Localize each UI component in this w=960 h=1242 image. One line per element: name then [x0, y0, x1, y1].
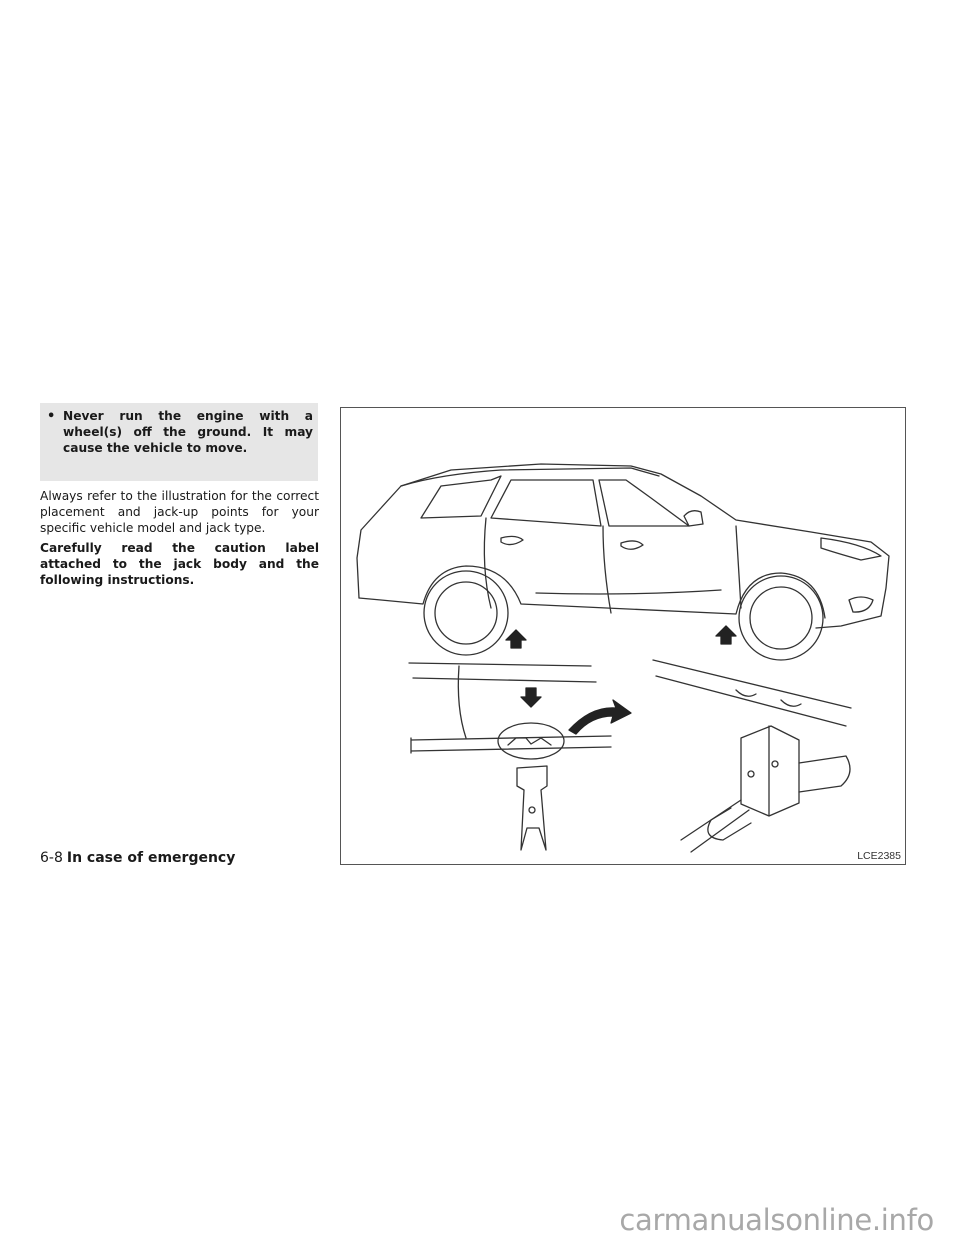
jack-arm-lower [681, 800, 749, 852]
jack-point-highlight [498, 723, 564, 759]
rear-wheel-tire [424, 571, 508, 655]
figure-code: LCE2385 [857, 850, 901, 862]
bracket-hole-1 [748, 771, 754, 777]
front-wheel-rim [750, 587, 812, 649]
bracket-hole-2 [772, 761, 778, 767]
rear-door-handle [501, 536, 523, 544]
jack-head [517, 766, 547, 850]
sill-detail-right-notch [736, 690, 801, 706]
rear-window [421, 476, 501, 518]
front-door-line [603, 526, 611, 613]
headlight [821, 538, 881, 560]
rear-wheel-rim [435, 582, 497, 644]
jack-seat-rail [411, 736, 611, 753]
side-trim [536, 590, 721, 594]
fog-lamp [849, 597, 873, 612]
page-footer [40, 850, 235, 866]
front-jack-point-arrow [716, 626, 736, 644]
jack-notch [508, 738, 551, 745]
vehicle-jack-points-illustration [341, 408, 907, 866]
front-fender-line [736, 526, 741, 608]
rear-door-line [484, 518, 491, 608]
sill-detail-left-line-2 [413, 678, 596, 682]
sill-detail-left-door-edge [458, 666, 466, 738]
sill-detail-left-line-1 [409, 663, 591, 666]
middle-window [491, 480, 601, 526]
watermark: carmanualsonline.info [619, 1203, 934, 1237]
body-paragraph-2: Carefully read the caution label attached to the jack body and the following instructions. [40, 541, 319, 587]
jack-head-bolt [529, 807, 535, 813]
front-window [599, 480, 689, 526]
warning-bullet: • [47, 409, 56, 424]
rear-jack-point-arrow [506, 630, 526, 648]
page-number: 6-8 [40, 850, 63, 866]
rotate-arrow [569, 700, 631, 734]
body-paragraph-1: Always refer to the illustration for the correct placement and jack-up points for your specific vehicle model and jack type. [40, 489, 319, 535]
front-wheel-tire [739, 576, 823, 660]
hand-right [799, 756, 850, 792]
jack-down-arrow [521, 688, 541, 707]
front-door-handle [621, 541, 643, 549]
jack-points-figure [340, 407, 906, 865]
warning-text: Never run the engine with a wheel(s) off the ground. It may cause the vehicle to move. [63, 409, 313, 455]
section-title: In case of emergency [66, 850, 236, 866]
car-roof-line [401, 468, 659, 486]
